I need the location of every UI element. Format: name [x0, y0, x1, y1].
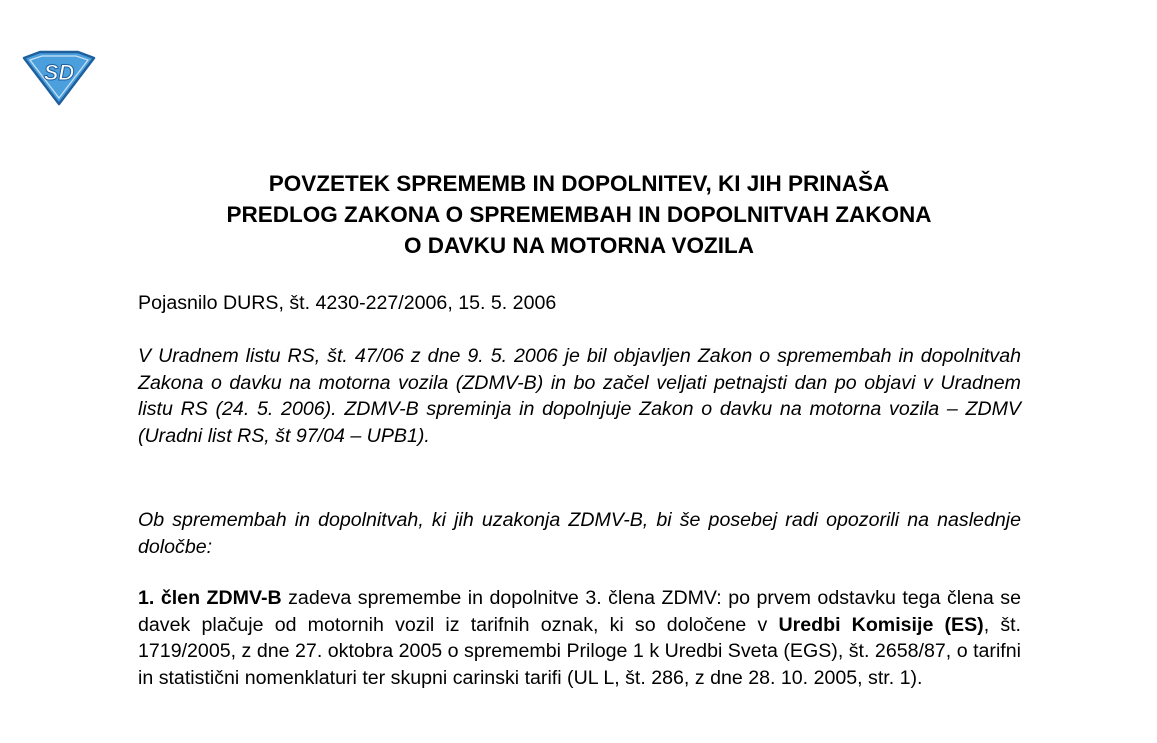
note-paragraph — [138, 507, 1021, 560]
article-emphasis: Uredbi Komisije (ES) — [778, 613, 984, 636]
article-1-paragraph — [138, 585, 1021, 691]
article-text-part-2: , št. 1719/2005, z dne 27. oktobra 2005 o spremembi Priloge 1 k Uredbi Sveta (EGS), št. 2658/87, o tarifni in statistični nomenklaturi ter skupni carinski tarifi (UL L, št. 286, z dne 28. 10. 2005, str. 1). — [138, 613, 1021, 689]
sd-logo-icon — [20, 50, 98, 106]
note-text: Ob spremembah in dopolnitvah, ki jih uzakonja ZDMV-B, bi še posebej radi opozorili na naslednje določbe: — [138, 509, 1021, 558]
document-title — [100, 168, 1058, 261]
title-line-3: O DAVKU NA MOTORNA VOZILA — [404, 233, 754, 258]
title-line-1: POVZETEK SPREMEMB IN DOPOLNITEV, KI JIH PRINAŠA — [268, 171, 890, 196]
article-text-part-1: zadeva spremembe in dopolnitve 3. člena ZDMV: po prvem odstavku tega člena se davek plačuje od motornih vozil iz tarifnih oznak, ki so določene v — [138, 587, 1021, 636]
logo-text: SD — [43, 60, 75, 85]
intro-text: V Uradnem listu RS, št. 47/06 z dne 9. 5. 2006 je bil objavljen Zakon o spremembah in dopolnitvah Zakona o davku na motorna vozila (ZDMV-B) in bo začel veljati petnajsti dan po objavi v Uradnem listu RS (24. 5. 2006). ZDMV-B spreminja in dopolnjuje Zakon o davku na motorna vozila – ZDMV (Uradni list RS, št 97/04 – UPB1). — [138, 345, 1021, 447]
title-line-2: PREDLOG ZAKONA O SPREMEMBAH IN DOPOLNITVAH ZAKONA — [226, 202, 932, 227]
intro-paragraph — [138, 343, 1021, 449]
source-reference: Pojasnilo DURS, št. 4230-227/2006, 15. 5. 2006 — [138, 292, 557, 314]
article-1-text — [138, 585, 1021, 691]
article-lead: 1. člen ZDMV-B — [138, 587, 282, 609]
